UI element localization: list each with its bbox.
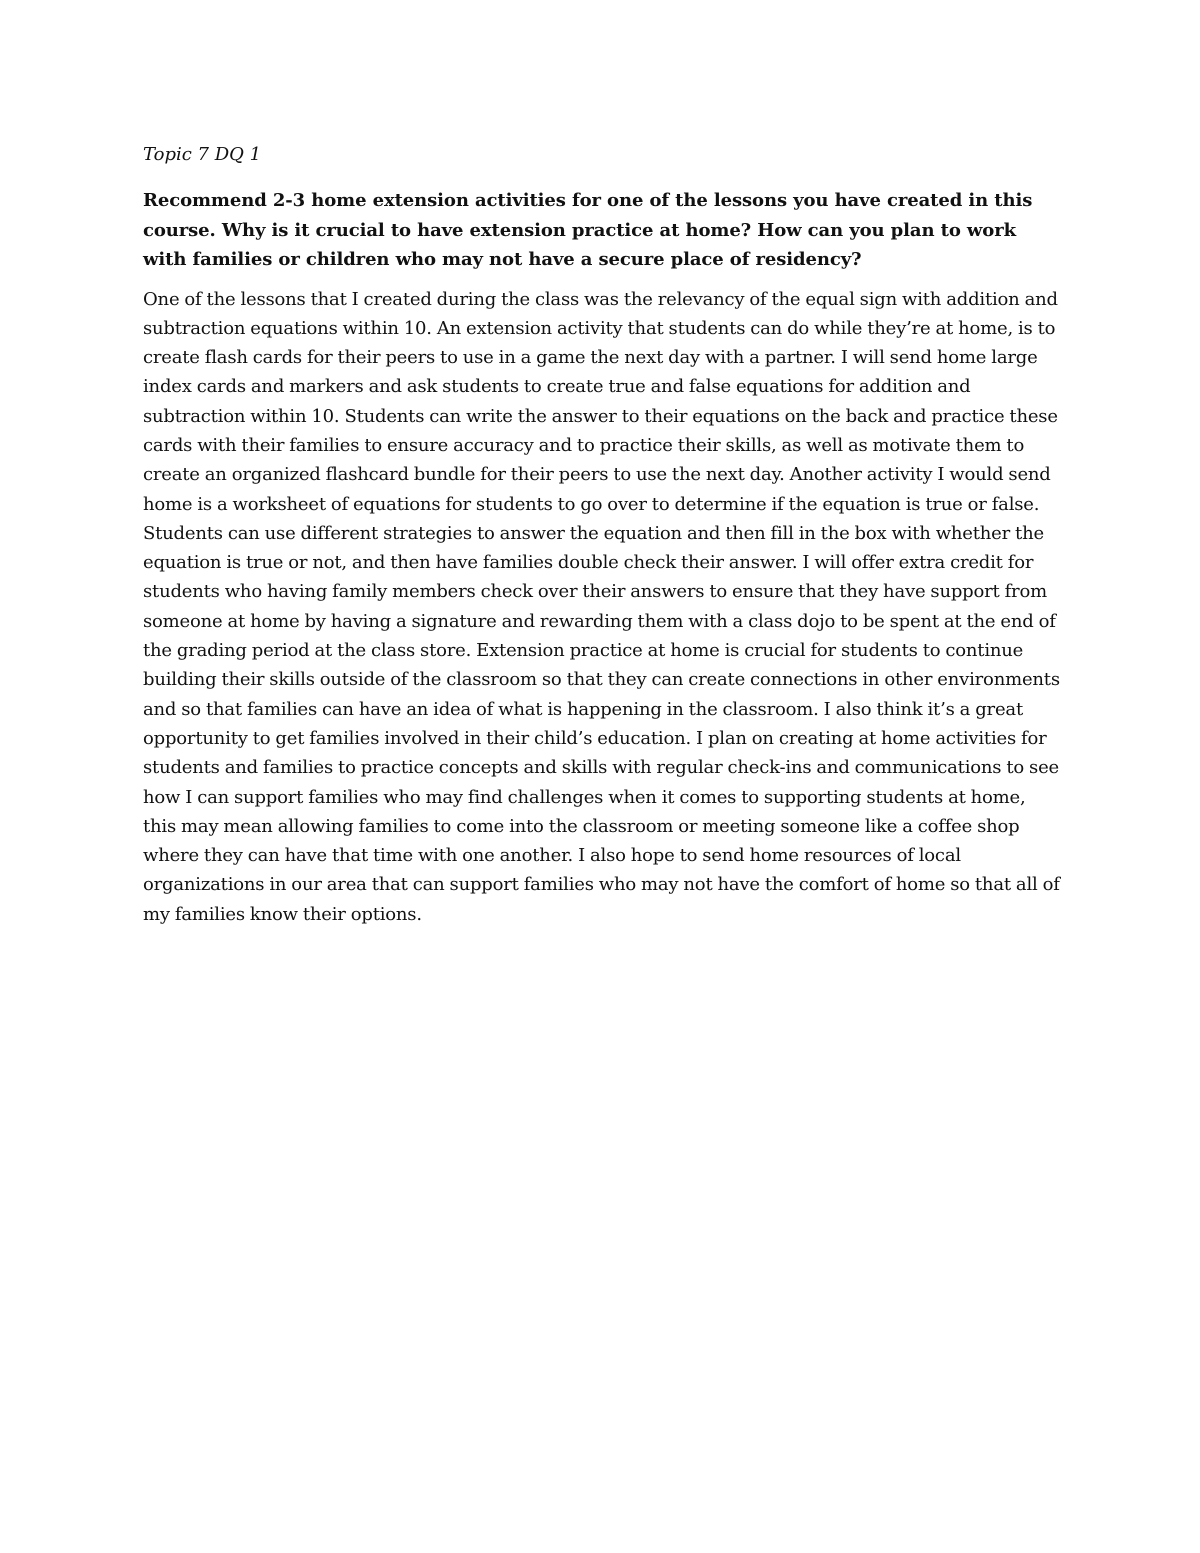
document-body — [143, 140, 1063, 929]
topic-title: Topic 7 DQ 1 — [143, 144, 262, 165]
discussion-question: Recommend 2-3 home extension activities for one of the lessons you have created in this course. Why is it crucial to have extension practice at home? How can you plan to work with families or children who may not have a secure place of residency? — [143, 190, 1033, 270]
response-paragraph: One of the lessons that I created during the class was the relevancy of the equal sign with addition and subtraction equations within 10. An extension activity that students can do while they’re at home, is to create flash cards for their peers to use in a game the next day with a partner. I will send home large index cards and markers and ask students to create true and false equations for addition and subtraction within 10. Students can write the answer to their equations on the back and practice these cards with their families to ensure accuracy and to practice their skills, as well as motivate them to create an organized flashcard bundle for their peers to use the next day. Another activity I would send home is a worksheet of equations for students to go over to determine if the equation is true or false. Students can use different strategies to answer the equation and then fill in the box with whether the equation is true or not, and then have families double check their answer. I will offer extra credit for students who having family members check over their answers to ensure that they have support from someone at home by having a signature and rewarding them with a class dojo to be spent at the end of the grading period at the class store. Extension practice at home is crucial for students to continue building their skills outside of the classroom so that they can create connections in other environments and so that families can have an idea of what is happening in the classroom. I also think it’s a great opportunity to get families involved in their child’s education. I plan on creating at home activities for students and families to practice concepts and skills with regular check-ins and communications to see how I can support families who may find challenges when it comes to supporting students at home, this may mean allowing families to come into the classroom or meeting someone like a coffee shop where they can have that time with one another. I also hope to send home resources of local organizations in our area that can support families who may not have the comfort of home so that all of my families know their options. — [143, 288, 1060, 925]
